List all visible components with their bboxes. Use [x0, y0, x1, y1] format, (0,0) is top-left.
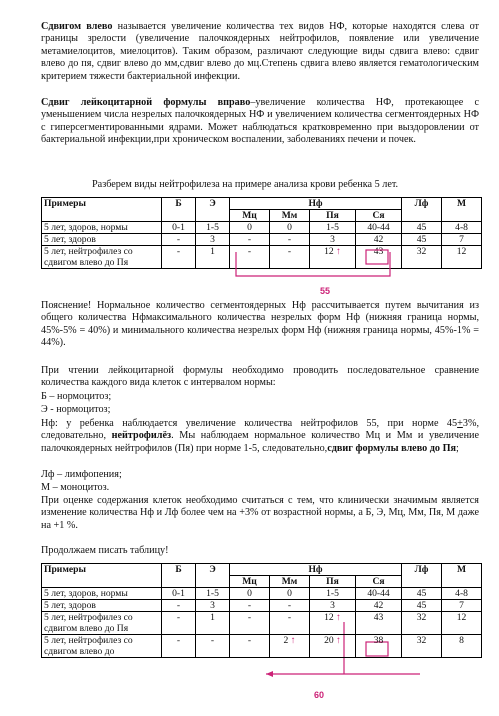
highlight-box-1 — [366, 250, 388, 264]
paragraph-explanation: Пояснение! Нормальное количество сегментоядерных Нф рассчитывается путем вычитания из общего количества Нфмаксимального количества незрелых форм Нф (нижняя граница нормы, 45%-5% = 40%) и минимального количества незрелых форм Нф (нижняя граница нормы, 45%-1% = 44%). — [41, 300, 479, 349]
cell: 40-44 — [356, 222, 402, 234]
table-row — [42, 612, 482, 635]
cell: - — [230, 246, 270, 269]
cell: 42 — [356, 600, 402, 612]
cell: - — [270, 246, 310, 269]
cell: - — [162, 635, 196, 658]
up-arrow-icon: ↑ — [336, 246, 341, 257]
cell: - — [230, 635, 270, 658]
header-m: М — [442, 198, 482, 222]
cell: 0-1 — [162, 588, 196, 600]
cell: 0 — [230, 222, 270, 234]
cell: 42 — [356, 234, 402, 246]
cell: 32 — [402, 612, 442, 635]
cell: - — [230, 612, 270, 635]
cell: 3 — [196, 234, 230, 246]
term-left-shift: Сдвигом влево — [41, 21, 113, 32]
cell: 0-1 — [162, 222, 196, 234]
header-lf: Лф — [402, 564, 442, 588]
cell: 4-8 — [442, 588, 482, 600]
term-right-shift: Сдвиг лейкоцитарной формулы вправо — [41, 97, 251, 108]
cell: 45 — [402, 600, 442, 612]
cell: - — [270, 600, 310, 612]
cell: 1 — [196, 612, 230, 635]
table-row — [42, 635, 482, 658]
nf-text-a: Нф: у ребенка наблюдается увеличение количества нейтрофилов 55, при норме 45 — [41, 418, 458, 429]
plus-minus: + — [457, 418, 463, 429]
header-pya: Пя — [310, 576, 356, 588]
cell: 12 — [442, 612, 482, 635]
cell — [310, 612, 356, 635]
cell: 38 — [356, 635, 402, 658]
cell: 5 лет, здоров — [42, 600, 162, 612]
cell: 4-8 — [442, 222, 482, 234]
cell: - — [162, 234, 196, 246]
cell: - — [270, 234, 310, 246]
right-shift-text: –увеличение количества НФ, протекающее с уменьшением числа незрелых палочкоядерных НФ и увеличением количества сегментоядерных НФ с гиперсегментированными ядрами. Может наблюдаться кратковременно при выздоровлении от бактериальной инфекции,при хроническом воспалении, заболеваниях печени и почек. — [41, 97, 479, 146]
cell: 8 — [442, 635, 482, 658]
cell: 5 лет, нейтрофилез со сдвигом влево до Пя — [42, 246, 162, 269]
cell: 40-44 — [356, 588, 402, 600]
line-e: Э - нормоцитоз; — [41, 404, 111, 415]
header-e: Э — [196, 564, 230, 588]
cell: - — [230, 234, 270, 246]
cell: - — [270, 612, 310, 635]
up-arrow-icon: ↑ — [290, 635, 296, 646]
header-b: Б — [162, 198, 196, 222]
cell: - — [162, 612, 196, 635]
header-mm: Мм — [270, 576, 310, 588]
header-nf: Нф — [230, 564, 402, 576]
header-mc: Мц — [230, 210, 270, 222]
cell — [310, 635, 356, 658]
annotation-value-1: 55 — [320, 286, 331, 296]
header-examples: Примеры — [42, 564, 162, 588]
cell: 5 лет, здоров — [42, 234, 162, 246]
table-row — [42, 588, 482, 600]
header-mc: Мц — [230, 576, 270, 588]
paragraph-significance: При оценке содержания клеток необходимо считаться с тем, что клинически значимым является изменение количества Нф и Лф более чем на +3% от возрастной нормы, а Б, Э, Мц, Мм, Пя, М даже на +1 %. — [41, 495, 479, 531]
nf-text-b: 3%, следовательно, — [41, 418, 479, 442]
cell: 7 — [442, 600, 482, 612]
cell: 0 — [230, 588, 270, 600]
cell: 0 — [270, 588, 310, 600]
arrow-left-icon — [266, 671, 273, 677]
cell: 1-5 — [196, 222, 230, 234]
nf-text-c: . Мы наблюдаем нормальное количество Мц и Мм и увеличение палочкоядерных нейтрофилов (Пя) при норме 1-5, следовательно, — [41, 430, 480, 454]
cell: 45 — [402, 234, 442, 246]
cell-value: 20 — [324, 635, 334, 646]
cell: - — [162, 600, 196, 612]
annotation-value-2: 60 — [314, 690, 325, 700]
cell: - — [162, 246, 196, 269]
cell: 0 — [270, 222, 310, 234]
up-arrow-icon: ↑ — [336, 635, 341, 646]
header-sya: Ся — [356, 576, 402, 588]
cell: - — [230, 600, 270, 612]
cell — [270, 635, 310, 658]
cell: 12 — [442, 246, 482, 269]
line-continue: Продолжаем писать таблицу! — [41, 545, 169, 556]
header-m: М — [442, 564, 482, 588]
up-arrow-icon: ↑ — [336, 612, 341, 623]
term-neutrophilia: нейтрофилёз — [111, 430, 172, 442]
header-examples: Примеры — [42, 198, 162, 222]
header-pya: Пя — [310, 210, 356, 222]
term-shift: сдвиг формулы влево до Пя — [327, 442, 457, 454]
cell: 32 — [402, 635, 442, 658]
header-e: Э — [196, 198, 230, 222]
cell-value: 2 — [283, 635, 289, 646]
table-row — [42, 600, 482, 612]
header-mm: Мм — [270, 210, 310, 222]
cell: 1-5 — [196, 588, 230, 600]
cell: 1-5 — [310, 588, 356, 600]
cell: 5 лет, нейтрофилез со сдвигом влево до — [42, 635, 162, 658]
cell: 1 — [196, 246, 230, 269]
cell-value: 43 — [373, 246, 384, 257]
cell: - — [196, 635, 230, 658]
header-nf: Нф — [230, 198, 402, 210]
table-caption: Разберем виды нейтрофилеза на примере анализа крови ребенка 5 лет. — [92, 179, 399, 190]
line-b: Б – нормоцитоз; — [41, 391, 112, 402]
nf-text-d: ; — [456, 442, 459, 454]
cell: 5 лет, здоров, нормы — [42, 588, 162, 600]
table-2 — [41, 563, 482, 658]
cell: 3 — [310, 600, 356, 612]
cell: 3 — [310, 234, 356, 246]
cell: 5 лет, нейтрофилез со сдвигом влево до Пя — [42, 612, 162, 635]
cell-value: 12 — [324, 612, 334, 623]
header-lf: Лф — [402, 198, 442, 222]
cell: 43 — [356, 612, 402, 635]
line-m: М – моноцитоз. — [41, 482, 110, 493]
line-lf: Лф – лимфопения; — [41, 469, 122, 480]
cell: 1-5 — [310, 222, 356, 234]
cell: 45 — [402, 588, 442, 600]
cell: 7 — [442, 234, 482, 246]
paragraph-reading-intro: При чтении лейкоцитарной формулы необходимо проводить последовательное сравнение количества каждого вида клеток с интервалом нормы: — [41, 365, 479, 389]
left-shift-text: называется увеличение количества тех видов НФ, которые находятся слева от границы зрелости (увеличение палочкоядерных нейтрофилов, появление или увеличение метамиелоцитов, миелоцитов). Таким образом, различают следующие виды сдвига влево: сдвиг влево до пя, сдвиг влево до мм,сдвиг влево до мц.Степень сдвига влево является гематологическим критерием тяжести бактериальной инфекции. — [41, 21, 479, 82]
cell: 45 — [402, 222, 442, 234]
cell-value: 12 — [324, 246, 334, 257]
cell: 5 лет, здоров, нормы — [42, 222, 162, 234]
header-b: Б — [162, 564, 196, 588]
paragraph-nf — [41, 418, 479, 455]
cell: 3 — [196, 600, 230, 612]
header-sya: Ся — [356, 210, 402, 222]
cell: 32 — [402, 246, 442, 269]
